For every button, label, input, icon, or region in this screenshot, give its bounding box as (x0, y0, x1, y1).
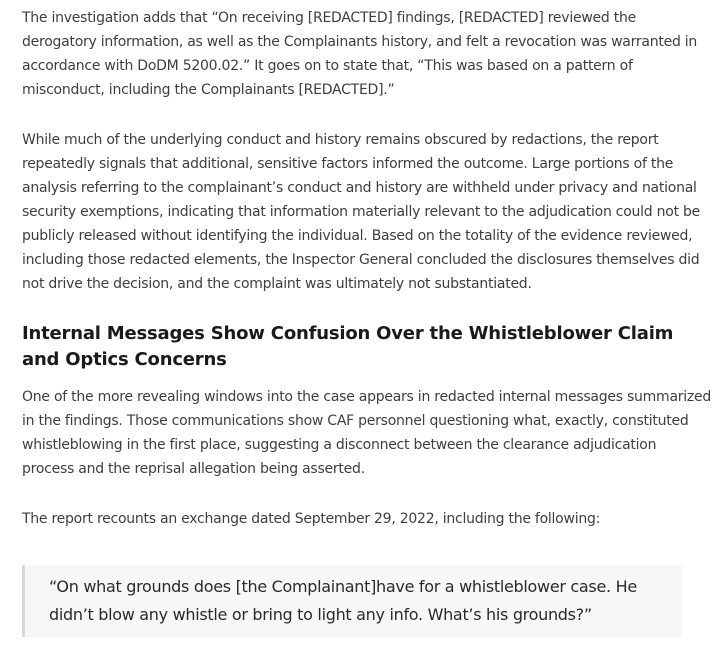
blockquote (22, 565, 682, 637)
article-body (22, 6, 712, 637)
paragraph-internal-messages: One of the more revealing windows into the case appears in redacted internal messages summarized in the findings. Those communications show CAF personnel questioning what, exactly, constituted whistleblowing in the first place, suggesting a disconnect between the clearance adjudication process and the reprisal allegation being asserted. (22, 389, 712, 477)
section-heading: Internal Messages Show Confusion Over the Whistleblower Claim and Optics Concerns (22, 323, 674, 370)
paragraph-exchange-intro: The report recounts an exchange dated September 29, 2022, including the following: (22, 511, 601, 527)
paragraph-redactions: While much of the underlying conduct and history remains obscured by redactions, the report repeatedly signals that additional, sensitive factors informed the outcome. Large portions of the analysis referring to the complainant’s conduct and history are withheld under privacy and national security exemptions, indicating that information materially relevant to the adjudication could not be publicly released without identifying the individual. Based on the totality of the evidence reviewed, including those redacted elements, the Inspector General concluded the disclosures themselves did not drive the decision, and the complaint was ultimately not substantiated. (22, 132, 701, 292)
quote-text: “On what grounds does [the Complainant]have for a whistleblower case. He didn’t blow any whistle or bring to light any info. What’s his grounds?” (49, 577, 637, 624)
paragraph-investigation: The investigation adds that “On receiving [REDACTED] findings, [REDACTED] reviewed the derogatory information, as well as the Complainants history, and felt a revocation was warranted in accordance with DoDM 5200.02.” It goes on to state that, “This was based on a pattern of misconduct, including the Complainants [REDACTED].” (22, 10, 698, 98)
